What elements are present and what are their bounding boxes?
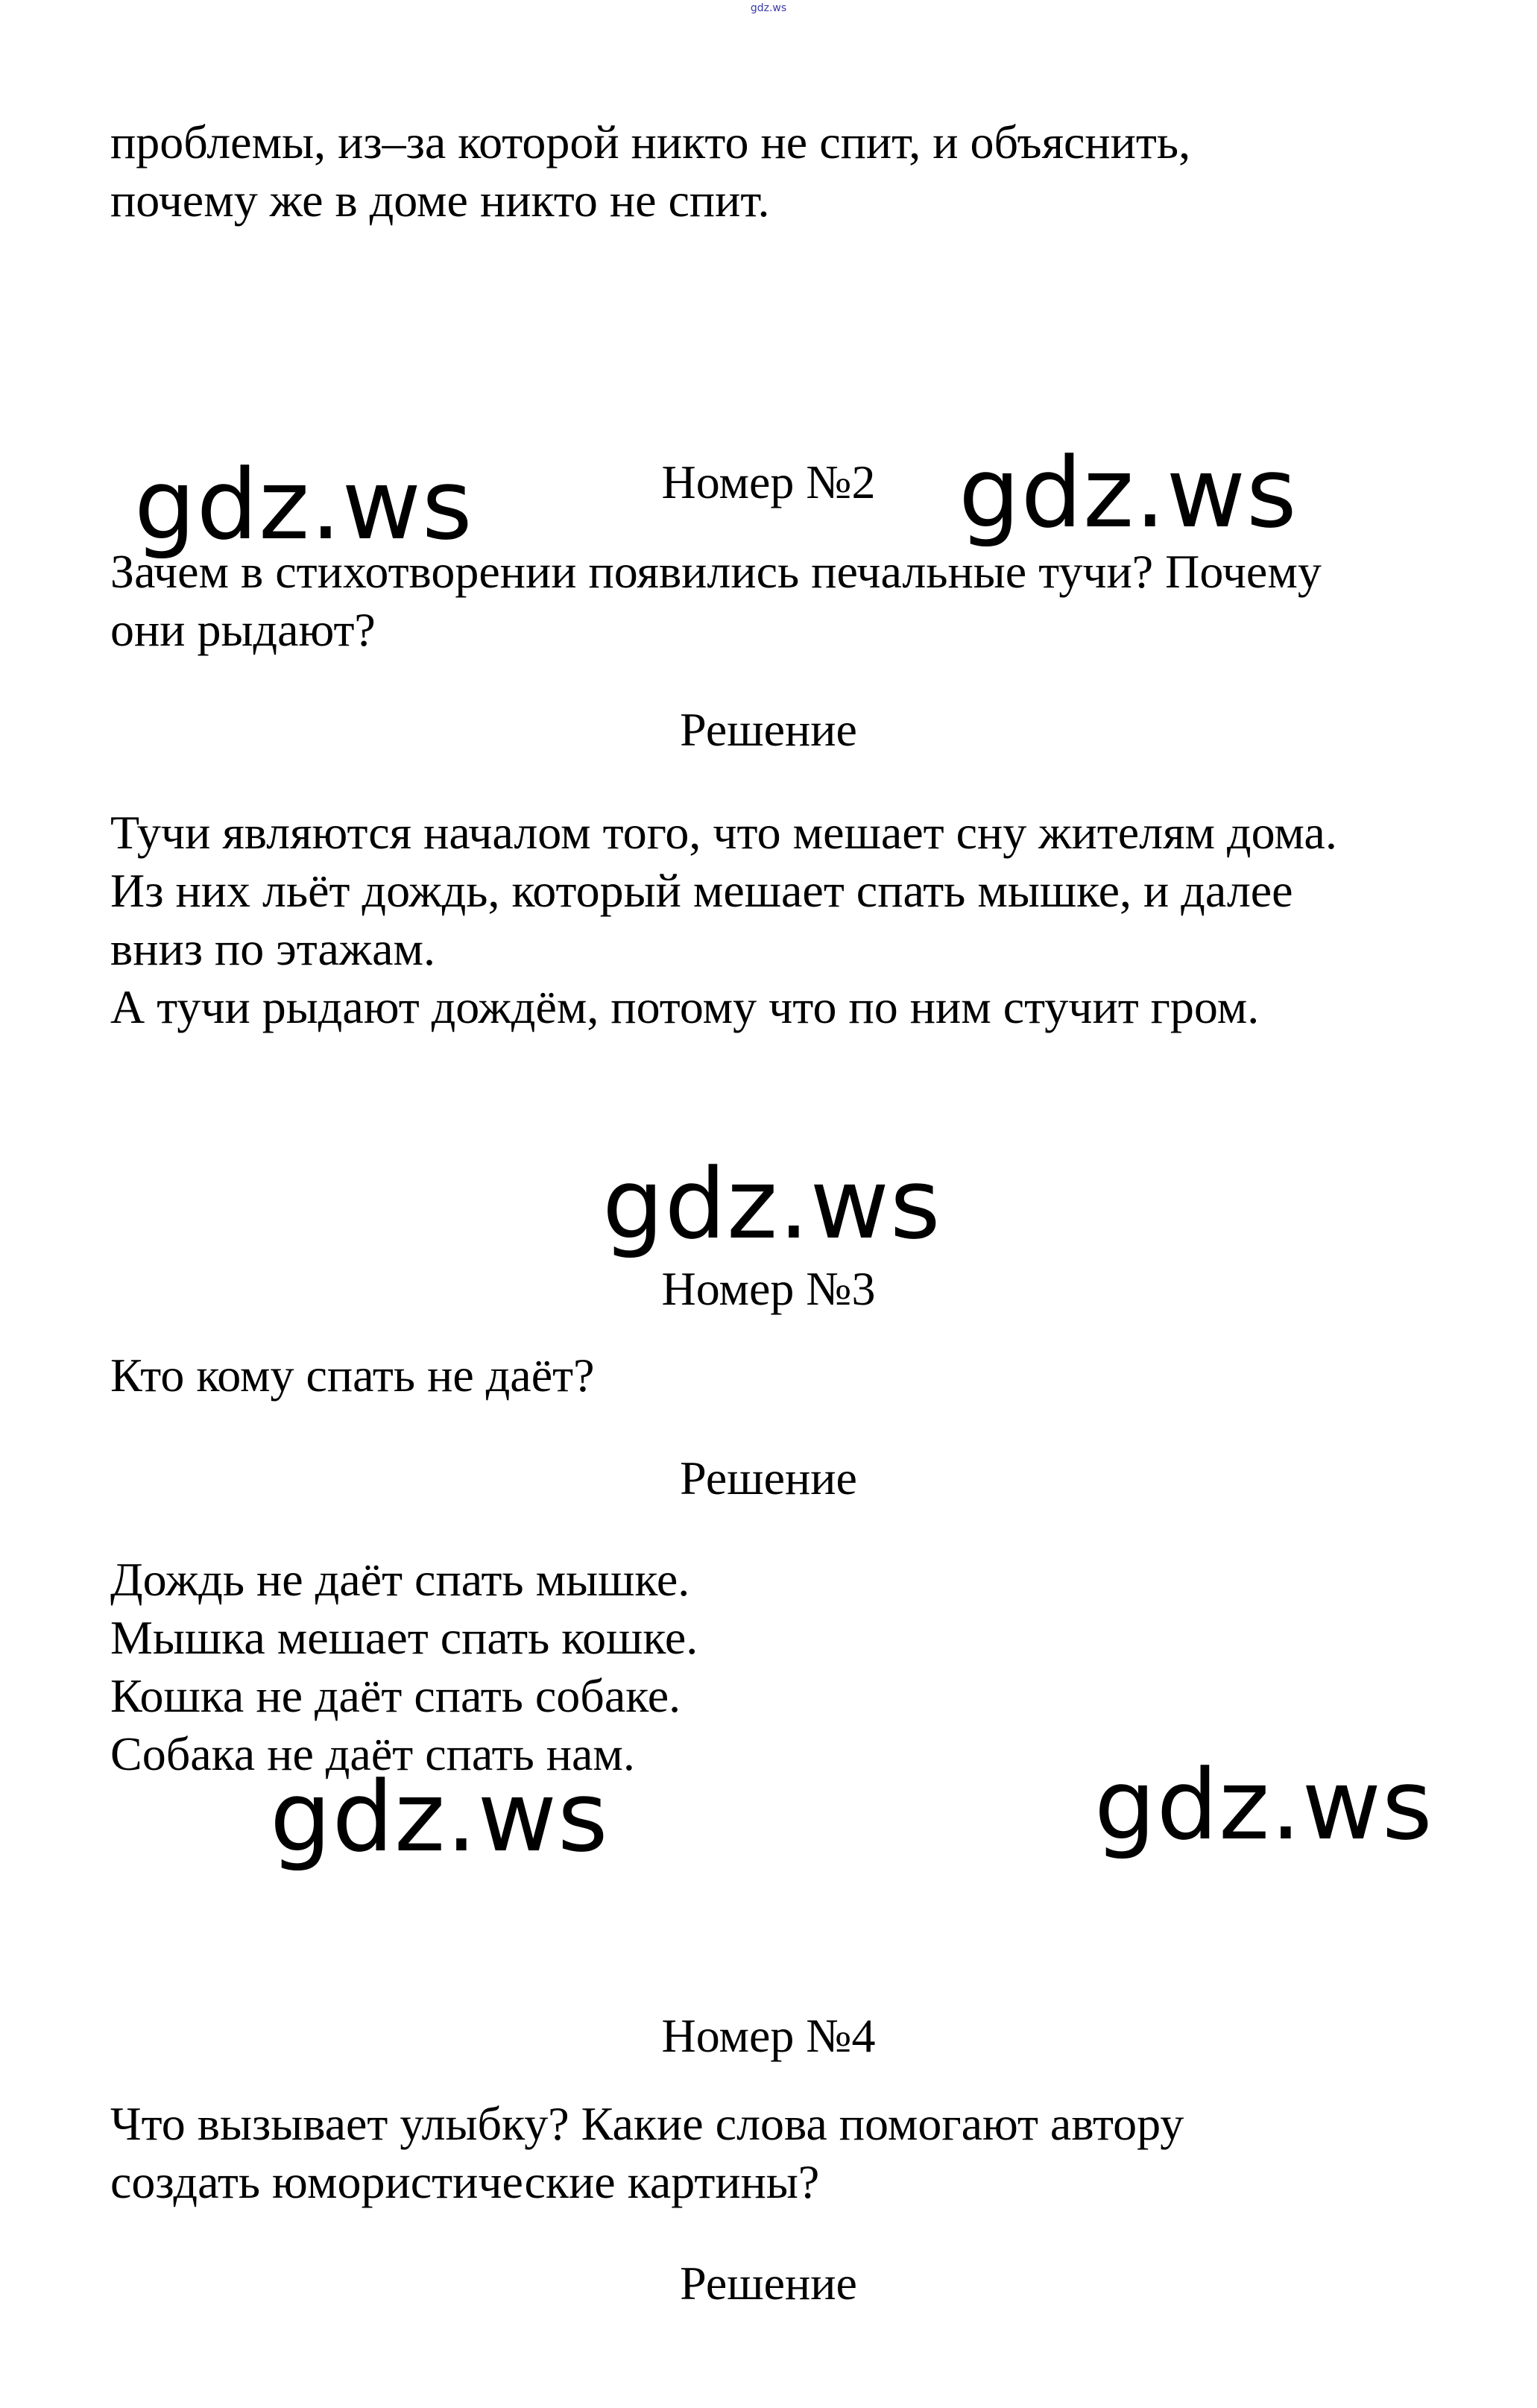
- question-line: Зачем в стихотворении появились печальные тучи? Почему: [110, 545, 1322, 598]
- section-heading: Номер №3: [661, 1262, 876, 1315]
- text-line: почему же в доме никто не спит.: [110, 174, 770, 227]
- top-watermark: gdz.ws: [750, 2, 787, 14]
- question-line: создать юмористические картины?: [110, 2155, 820, 2208]
- answer-line: Кошка не даёт спать собаке.: [110, 1669, 681, 1722]
- answer-line: Дождь не даёт спать мышке.: [110, 1553, 690, 1606]
- answer-line: А тучи рыдают дождём, потому что по ним стучит гром.: [110, 980, 1260, 1033]
- text-line: проблемы, из–за которой никто не спит, и объяснить,: [110, 116, 1191, 168]
- section-heading: Номер №4: [661, 2009, 876, 2062]
- solution-label: Решение: [680, 703, 857, 756]
- watermark-text: gdz.ws: [134, 448, 473, 561]
- answer-line: Из них льёт дождь, который мешает спать мышке, и далее: [110, 864, 1293, 917]
- watermark-text: gdz.ws: [270, 1760, 609, 1873]
- answer-line: Тучи являются началом того, что мешает сну жителям дома.: [110, 806, 1337, 859]
- question-line: они рыдают?: [110, 603, 376, 656]
- solution-label: Решение: [680, 1452, 857, 1504]
- section-heading: Номер №2: [661, 456, 876, 508]
- question-line: Кто кому спать не даёт?: [110, 1349, 595, 1402]
- answer-line: Собака не даёт спать нам.: [110, 1727, 635, 1780]
- question-line: Что вызывает улыбку? Какие слова помогают автору: [110, 2097, 1184, 2150]
- watermark-text: gdz.ws: [602, 1147, 941, 1261]
- answer-line: Мышка мешает спать кошке.: [110, 1611, 698, 1664]
- watermark-text: gdz.ws: [1094, 1748, 1433, 1862]
- answer-line: вниз по этажам.: [110, 922, 435, 975]
- watermark-text: gdz.ws: [959, 436, 1298, 549]
- solution-label: Решение: [680, 2257, 857, 2310]
